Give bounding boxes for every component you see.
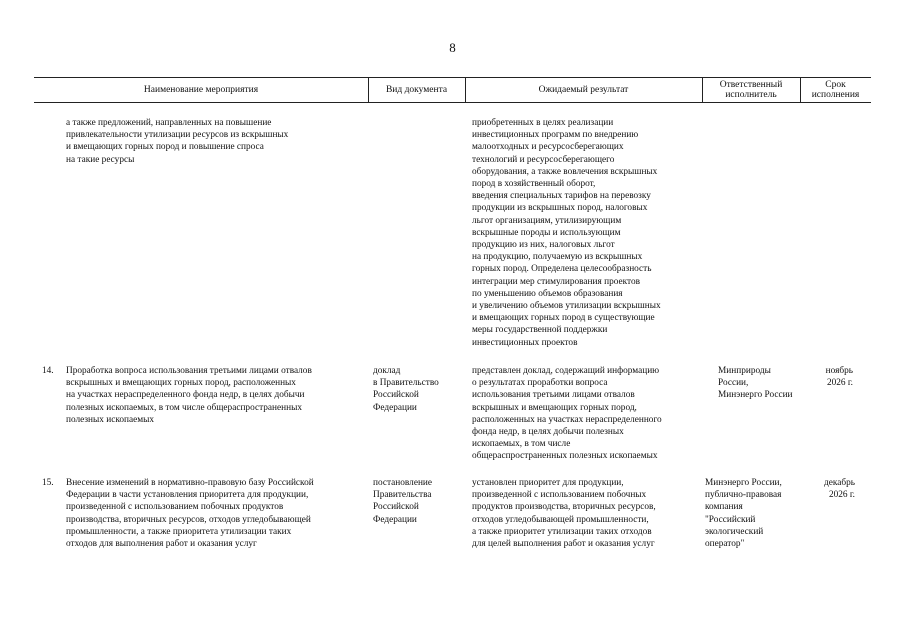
row-15-name: Внесение изменений в нормативно-правовую базу Российской Федерации в части установления приоритета для продукции, произведенной с использованием побочных продуктов производства, вторичных ресурсов, отходов угледобывающей промышленности, а также приоритета утилизации таких отходов для выполнения работ и оказания услуг [66,478,314,550]
row-15-number: 15. [42,478,54,488]
row-15-responsible: Минэнерго России, публично-правовая компания "Российский экологический оператор" [705,478,782,550]
row-14-doc: доклад в Правительство Российской Федерации [373,366,439,413]
row-15-deadline: декабрь 2026 г. [824,478,855,501]
header-name: Наименование мероприятия [143,84,259,95]
row-15-result: установлен приоритет для продукции, произведенной с использованием побочных продуктов производства, вторичных ресурсов, отходов угледобывающей промышленности, а также приоритет утилизации таких отходов для целей выполнения работ и оказания услуг [472,478,656,550]
row-0-name: а также предложений, направленных на повышение привлекательности утилизации ресурсов из вскрышных и вмещающих горных пород и повышение спроса на такие ресурсы [66,118,289,165]
row-14-result: представлен доклад, содержащий информацию о результатах проработки вопроса использования третьими лицами отвалов вскрышных и вмещающих горных пород, расположенных на участках нераспределенного фонда недр, в целях добычи полезных ископаемых, в том числе общераспространенных полезных ископаемых [472,366,662,462]
page-number: 8 [449,40,456,55]
header-deadline: Срок исполнения [811,79,860,100]
header-bottom-rule [34,102,871,103]
header-result: Ожидаемый результат [538,84,629,95]
row-0-result: приобретенных в целях реализации инвестиционных программ по внедрению малоотходных и ресурсосберегающих технологий и ресурсосберегающего оборудования, а также вовлечения вскрышных пород в хозяйственный оборот, введения специальных тарифов на перевозку продукции из вскрышных пород, налоговых льгот организациям, утилизирующим вскрышные породы и использующим продукцию из них, налоговых льгот на продукцию, получаемую из вскрышных горных пород. Определена целесообразность интеграции мер стимулирования проектов по уменьшению объемов образования и увеличению объемов утилизации вскрышных и вмещающих горных пород в существующие меры государственной поддержки инвестиционных проектов [472,118,661,348]
row-14-responsible: Минприроды России, Минэнерго России [718,366,793,401]
row-14-number: 14. [42,366,54,376]
row-15-doc: постановление Правительства Российской Федерации [373,478,433,525]
row-14-deadline: ноябрь 2026 г. [825,366,853,389]
row-14-name: Проработка вопроса использования третьими лицами отвалов вскрышных и вмещающих горных пород, расположенных на участках нераспределенного фонда недр, в целях добычи полезных ископаемых, в том числе общераспространенных полезных ископаемых [66,366,312,425]
header-responsible: Ответственный исполнитель [719,79,783,100]
header-doc: Вид документа [385,84,448,95]
